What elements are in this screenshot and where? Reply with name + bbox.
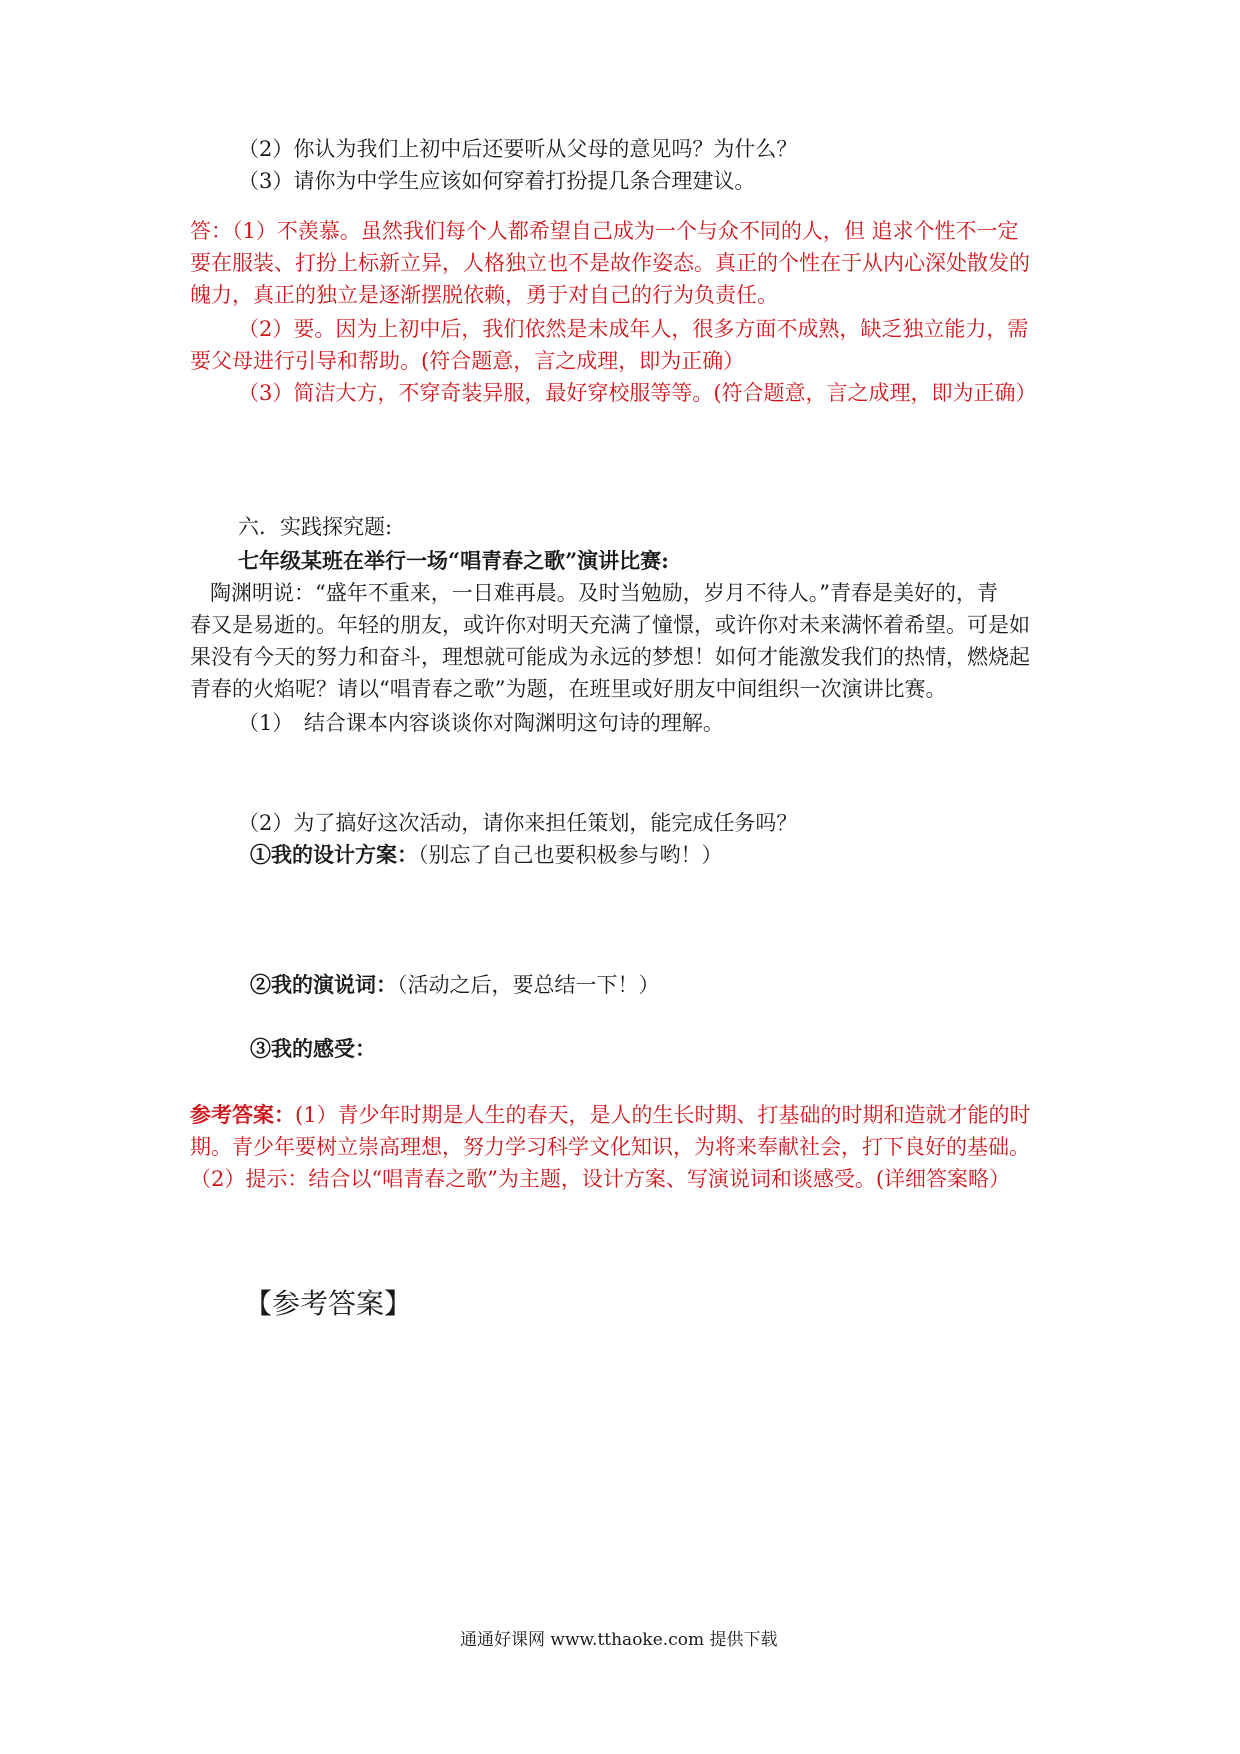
section-6-question-2: （2）为了搞好这次活动，请你来担任策划，能完成任务吗？ [238,811,798,835]
reference-heading: 【参考答案】 [244,1287,413,1320]
page-footer: 通通好课网 www.tthaoke.com 提供下载 [460,1630,778,1650]
design-plan-item [250,840,723,870]
feelings-item: ③我的感受： [250,1036,376,1061]
answer-1-line-3: 魄力，真正的独立是逐渐摆脱依赖，勇于对自己的行为负责任。 [190,283,778,307]
answer-1-line-1: 答：（1）不羡慕。虽然我们每个人都希望自己成为一个与众不同的人，但 追求个性不一定 [190,219,1019,243]
question-2: （2）你认为我们上初中后还要听从父母的意见吗？为什么？ [238,137,798,161]
answer-1-line-2: 要在服装、打扮上标新立异，人格独立也不是故作姿态。真正的个性在于从内心深处散发的 [190,251,1030,275]
section-6-subtitle: 七年级某班在举行一场“唱青春之歌”演讲比赛: [238,548,669,573]
design-plan-note: （别忘了自己也要积极参与哟！） [418,843,723,867]
reference-answer-line-3: （2）提示：结合以“唱青春之歌”为主题，设计方案、写演说词和谈感受。(详细答案略） [190,1167,1011,1191]
answer-3-line-1: （3）简洁大方，不穿奇装异服，最好穿校服等等。(符合题意，言之成理，即为正确） [238,381,1037,405]
answer-2-line-2: 要父母进行引导和帮助。(符合题意，言之成理，即为正确） [190,349,745,373]
reference-answer-line-2: 期。青少年要树立崇高理想，努力学习科学文化知识，为将来奉献社会，打下良好的基础。 [190,1135,1030,1159]
section-6-intro-line-3: 果没有今天的努力和奋斗，理想就可能成为永远的梦想！如何才能激发我们的热情，燃烧起 [190,645,1030,669]
section-6-intro-line-4: 青春的火焰呢？请以“唱青春之歌”为题，在班里或好朋友中间组织一次演讲比赛。 [190,677,947,701]
section-6-question-1: （1） 结合课本内容谈谈你对陶渊明这句诗的理解。 [238,711,724,735]
reference-answer-label: 参考答案： [190,1102,295,1127]
question-3: （3）请你为中学生应该如何穿着打扮提几条合理建议。 [238,169,756,193]
reference-answer-line-1 [190,1100,1031,1130]
section-6-intro-line-1: 陶渊明说：“盛年不重来，一日难再晨。及时当勉励，岁月不待人。”青春是美好的，青 [210,581,998,605]
answer-2-line-1: （2）要。因为上初中后，我们依然是未成年人，很多方面不成熟，缺乏独立能力，需 [238,317,1029,341]
design-plan-label: ①我的设计方案： [250,842,418,867]
speech-label: ②我的演说词： [250,972,397,997]
speech-note: （活动之后，要总结一下！） [397,973,660,997]
section-6-title: 六．实践探究题: [238,515,393,539]
reference-answer-line-1-text: (1）青少年时期是人生的春天，是人的生长时期、打基础的时期和造就才能的时 [295,1103,1031,1127]
section-6-intro-line-2: 春又是易逝的。年轻的朋友，或许你对明天充满了憧憬，或许你对未来满怀着希望。可是如 [190,613,1030,637]
speech-item [250,970,660,1000]
